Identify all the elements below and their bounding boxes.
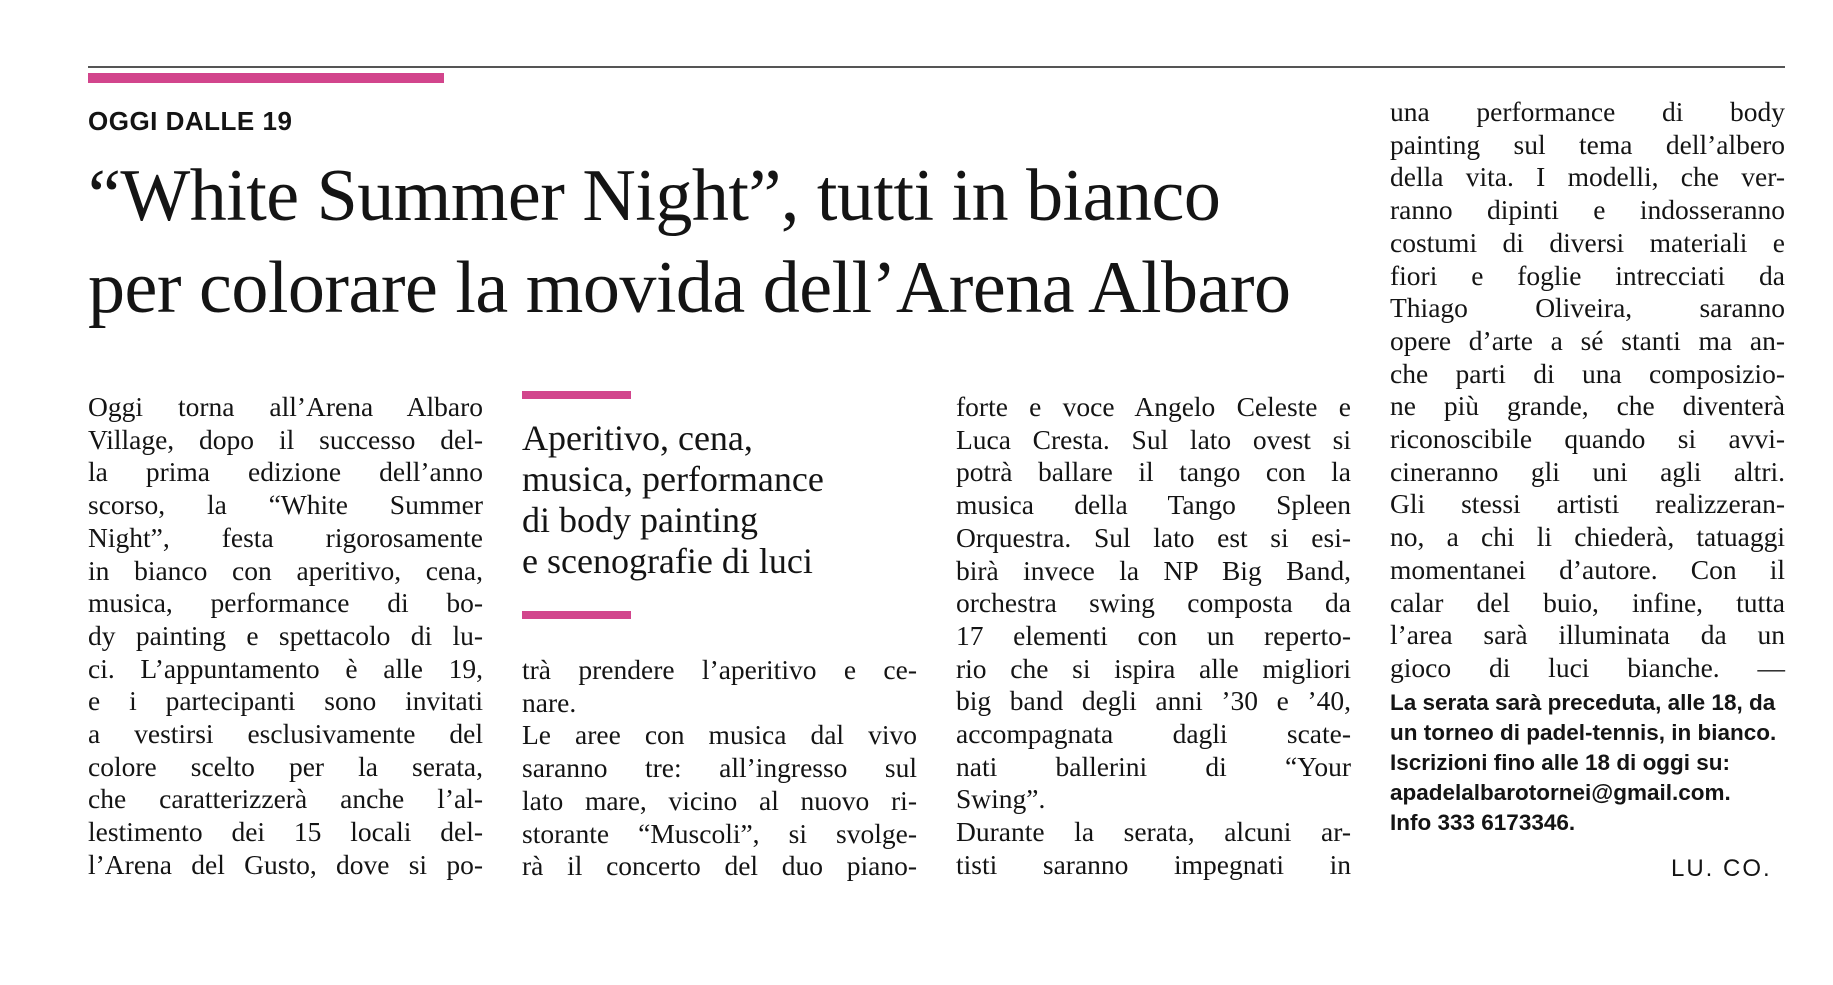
text-line: in bianco con aperitivo, cena, [88, 554, 483, 586]
text-line: Le aree con musica dal vivo [522, 719, 917, 751]
text-line: cineranno gli uni agli altri. [1390, 455, 1785, 487]
pull-quote [522, 418, 902, 582]
accent-bar-top [88, 73, 444, 83]
text-line: gioco di luci bianche. — [1390, 651, 1785, 683]
text-line: lato mare, vicino al nuovo ri- [522, 784, 917, 816]
note-phone: Info 333 6173346. [1390, 810, 1576, 835]
text-line: Orquestra. Sul lato est si esi- [956, 521, 1351, 553]
text-line: lestimento dei 15 locali del- [88, 816, 483, 848]
text-line: l’Arena del Gusto, dove si po- [88, 848, 483, 880]
pull-quote-line: e scenografie di luci [522, 541, 813, 581]
text-line: costumi di diversi materiali e [1390, 226, 1785, 258]
text-line: tisti saranno impegnati in [956, 848, 1351, 880]
text-line: potrà ballare il tango con la [956, 456, 1351, 488]
article-column-4 [1390, 96, 1785, 685]
byline: LU. CO. [1671, 855, 1772, 882]
text-line: ranno dipinti e indosseranno [1390, 194, 1785, 226]
kicker: OGGI DALLE 19 [88, 106, 293, 136]
pull-quote-accent-bottom [522, 611, 631, 619]
text-line: rio che si ispira alle migliori [956, 652, 1351, 684]
text-line: che caratterizzerà anche l’al- [88, 783, 483, 815]
text-line: big band degli anni ’30 e ’40, [956, 685, 1351, 717]
text-line: e i partecipanti sono invitati [88, 685, 483, 717]
headline-line: per colorare la movida dell’Arena Albaro [88, 247, 1291, 329]
article-column-2 [522, 654, 917, 883]
text-line: una performance di body [1390, 96, 1785, 127]
text-line: no, a chi li chiederà, tatuaggi [1390, 521, 1785, 553]
headline-line: “White Summer Night”, tutti in bianco [88, 155, 1221, 237]
text-line: Oggi torna all’Arena Albaro [88, 391, 483, 422]
text-line: Durante la serata, alcuni ar- [956, 816, 1351, 848]
text-line: calar del buio, infine, tutta [1390, 586, 1785, 618]
text-line: nare. [522, 686, 577, 718]
note-email: apadelalbarotornei@gmail.com. [1390, 780, 1731, 805]
text-line: opere d’arte a sé stanti ma an- [1390, 324, 1785, 356]
pull-quote-line: musica, performance [522, 459, 824, 499]
text-line: fiori e foglie intrecciati da [1390, 259, 1785, 291]
text-line: nati ballerini di “Your [956, 750, 1351, 782]
text-line: dy painting e spettacolo di lu- [88, 619, 483, 651]
text-line: colore scelto per la serata, [88, 750, 483, 782]
text-line: forte e voce Angelo Celeste e [956, 391, 1351, 422]
event-note [1390, 688, 1790, 838]
text-line: trà prendere l’aperitivo e ce- [522, 654, 917, 685]
text-line: a vestirsi esclusivamente del [88, 718, 483, 750]
text-line: Swing”. [956, 783, 1046, 815]
note-line: un torneo di padel-tennis, in bianco. [1390, 720, 1777, 745]
text-line: storante “Muscoli”, si svolge- [522, 817, 917, 849]
text-line: ne più grande, che diventerà [1390, 390, 1785, 422]
text-line: painting sul tema dell’albero [1390, 128, 1785, 160]
pull-quote-accent-top [522, 391, 631, 399]
article-column-1 [88, 391, 483, 882]
article-column-3 [956, 391, 1351, 882]
text-line: momentanei d’autore. Con il [1390, 553, 1785, 585]
text-line: scorso, la “White Summer [88, 489, 483, 521]
text-line: rà il concerto del duo piano- [522, 850, 917, 882]
text-line: musica della Tango Spleen [956, 489, 1351, 521]
text-line: Gli stessi artisti realizzeran- [1390, 488, 1785, 520]
text-line: Luca Cresta. Sul lato ovest si [956, 423, 1351, 455]
text-line: musica, performance di bo- [88, 587, 483, 619]
text-line: riconoscibile quando si avvi- [1390, 423, 1785, 455]
note-line: La serata sarà preceduta, alle 18, da [1390, 690, 1776, 715]
text-line: che parti di una composizio- [1390, 357, 1785, 389]
top-rule [88, 66, 1785, 68]
headline [88, 150, 1378, 334]
text-line: 17 elementi con un reperto- [956, 619, 1351, 651]
text-line: birà invece la NP Big Band, [956, 554, 1351, 586]
text-line: saranno tre: all’ingresso sul [522, 752, 917, 784]
text-line: orchestra swing composta da [956, 587, 1351, 619]
pull-quote-line: di body painting [522, 500, 758, 540]
text-line: Thiago Oliveira, saranno [1390, 292, 1785, 324]
text-line: Village, dopo il successo del- [88, 423, 483, 455]
text-line: Night”, festa rigorosamente [88, 521, 483, 553]
text-line: l’area sarà illuminata da un [1390, 619, 1785, 651]
note-line: Iscrizioni fino alle 18 di oggi su: [1390, 750, 1731, 775]
text-line: ci. L’appuntamento è alle 19, [88, 652, 483, 684]
pull-quote-line: Aperitivo, cena, [522, 418, 753, 458]
text-line: della vita. I modelli, che ver- [1390, 161, 1785, 193]
text-line: accompagnata dagli scate- [956, 718, 1351, 750]
text-line: la prima edizione dell’anno [88, 456, 483, 488]
